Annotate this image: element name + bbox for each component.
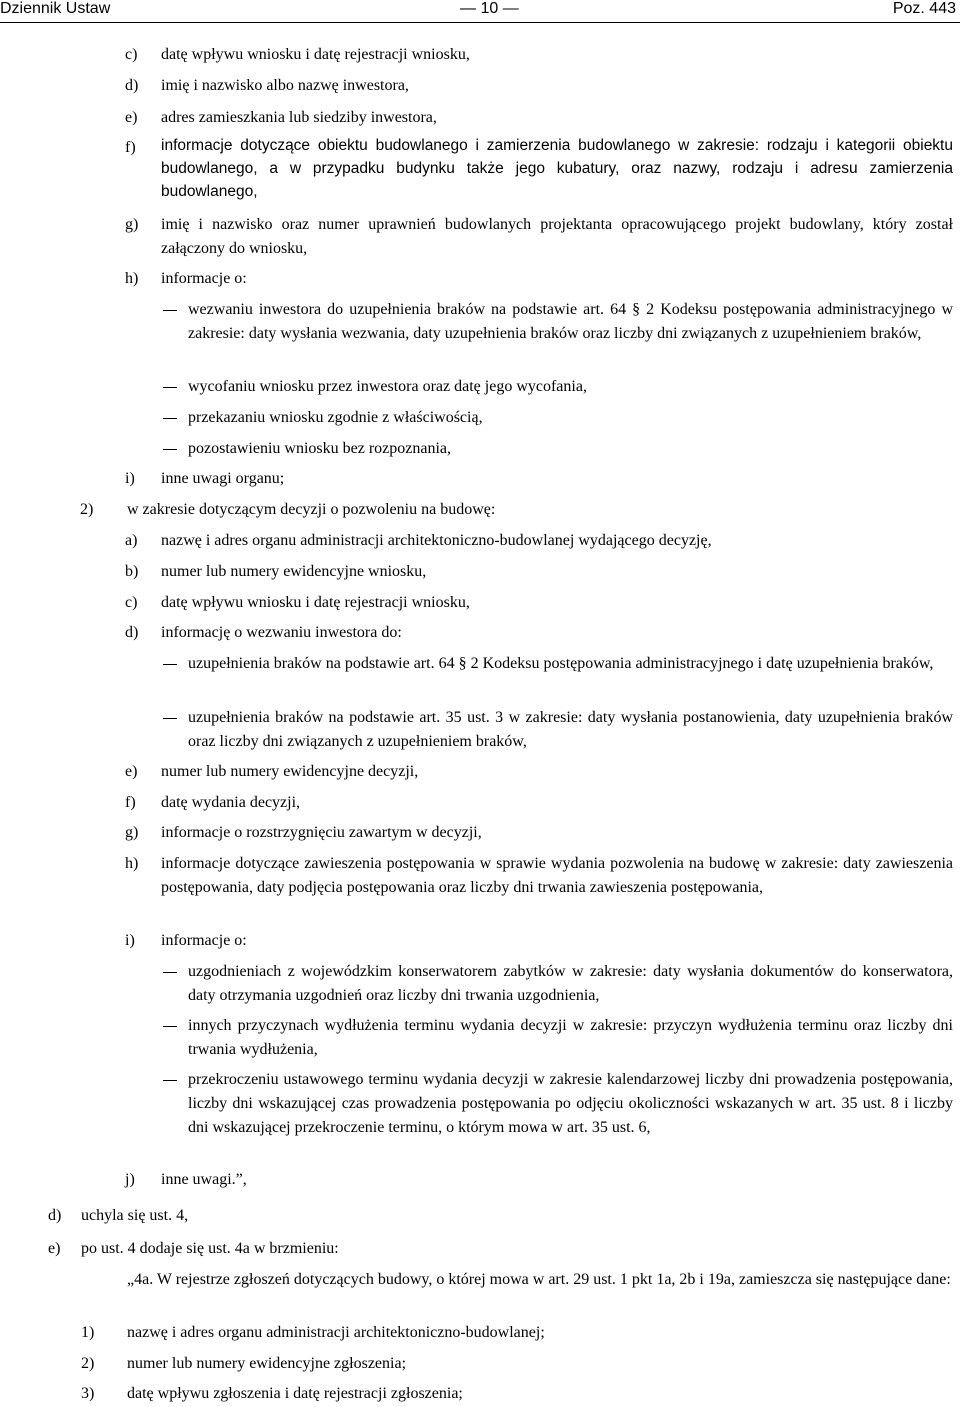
item-label: j) <box>125 1171 135 1188</box>
item-label: e) <box>125 109 138 126</box>
dash-bullet <box>163 449 177 450</box>
item-label: g) <box>125 216 139 233</box>
dash-item-text: wezwaniu inwestora do uzupełnienia braków na podstawie art. 64 § 2 Kodeksu postępowania administracyjnego w zakresie: daty wysłania wezwania, daty uzupełnienia braków oraz liczby dni związanych z uzupełnieniem braków, <box>188 301 953 342</box>
item-label: b) <box>125 563 139 580</box>
item-label: d) <box>125 624 139 641</box>
item-label: c) <box>125 46 138 63</box>
item-label: i) <box>125 932 135 949</box>
item-text: inne uwagi.”, <box>161 1171 247 1188</box>
dash-bullet <box>163 1080 177 1081</box>
dash-bullet <box>163 418 177 419</box>
item-text: informacje dotyczące obiektu budowlanego i zamierzenia budowlanego w zakresie: rodzaju i kategorii obiektu budowlanego, a w przypadku budynku także jego kubatury, oraz nazwy, rodzaju i adresu zamierzenia budowlanego, <box>161 137 953 200</box>
item-text: datę wpływu wniosku i datę rejestracji wniosku, <box>161 594 470 611</box>
dash-item-text: przekroczeniu ustawowego terminu wydania decyzji w zakresie kalendarzowej liczby dni prowadzenia postępowania, liczby dni wskazującej czas prowadzenia postępowania po odjęciu okoliczności wskazanych w art. 35 ust. 8 i liczby dni wskazującej przekroczenie terminu, o którym mowa w art. 35 ust. 6, <box>188 1071 953 1136</box>
dash-bullet <box>163 664 177 665</box>
dash-item-text: uzupełnienia braków na podstawie art. 64 § 2 Kodeksu postępowania administracyjnego i datę uzupełnienia braków, <box>188 655 934 672</box>
item-label: h) <box>125 270 139 287</box>
item-label: e) <box>125 763 138 780</box>
dash-bullet <box>163 310 177 311</box>
dash-item-text: przekazaniu wniosku zgodnie z właściwością, <box>188 409 483 426</box>
item-label: d) <box>125 77 139 94</box>
item-text: informacje o: <box>161 932 247 949</box>
point-label: 2) <box>80 501 94 518</box>
item-label: g) <box>125 824 139 841</box>
item-label: f) <box>125 139 136 156</box>
position-number: Poz. 443 <box>892 0 956 17</box>
dash-item-text: uzgodnieniach z wojewódzkim konserwatorem zabytków w zakresie: daty wysłania dokumentów do konserwatora, daty otrzymania uzgodnień oraz liczby dni trwania uzgodnienia, <box>188 963 953 1004</box>
dash-item-text: wycofaniu wniosku przez inwestora oraz datę jego wycofania, <box>188 378 587 395</box>
dash-bullet <box>163 1026 177 1027</box>
item-text: nazwę i adres organu administracji architektoniczno-budowlanej wydającego decyzję, <box>161 532 712 549</box>
item-text: numer lub numery ewidencyjne zgłoszenia; <box>127 1355 407 1372</box>
item-label: e) <box>48 1240 61 1257</box>
journal-title: Dziennik Ustaw <box>0 0 111 17</box>
item-text: informacje o: <box>161 270 247 287</box>
item-label: c) <box>125 594 138 611</box>
item-label: 2) <box>81 1355 95 1372</box>
item-label: 1) <box>81 1324 95 1341</box>
item-label: 3) <box>81 1385 95 1402</box>
item-label: d) <box>48 1207 62 1224</box>
item-text: datę wpływu zgłoszenia i datę rejestracji zgłoszenia; <box>127 1385 463 1402</box>
item-text: imię i nazwisko albo nazwę inwestora, <box>161 77 409 94</box>
dash-bullet <box>163 387 177 388</box>
item-text: numer lub numery ewidencyjne wniosku, <box>161 563 427 580</box>
item-text: informację o wezwaniu inwestora do: <box>161 624 402 641</box>
page-header <box>0 0 960 23</box>
item-label: f) <box>125 794 136 811</box>
item-label: a) <box>125 532 138 549</box>
point-text: w zakresie dotyczącym decyzji o pozwoleniu na budowę: <box>127 501 496 518</box>
item-text: uchyla się ust. 4, <box>81 1207 189 1224</box>
dash-item-text: uzupełnienia braków na podstawie art. 35 ust. 3 w zakresie: daty wysłania postanowienia, daty uzupełnienia braków oraz liczby dni związanych z uzupełnieniem braków, <box>188 709 953 750</box>
item-text: adres zamieszkania lub siedziby inwestora, <box>161 109 437 126</box>
item-text: numer lub numery ewidencyjne decyzji, <box>161 763 419 780</box>
dash-bullet <box>163 972 177 973</box>
item-label: i) <box>125 470 135 487</box>
dash-item-text: pozostawieniu wniosku bez rozpoznania, <box>188 440 452 457</box>
item-text: imię i nazwisko oraz numer uprawnień budowlanych projektanta opracowującego projekt budowlany, który został załączony do wniosku, <box>161 216 953 257</box>
page-number: — 10 — <box>460 0 519 17</box>
item-text: informacje o rozstrzygnięciu zawartym w decyzji, <box>161 824 482 841</box>
item-text: informacje dotyczące zawieszenia postępowania w sprawie wydania pozwolenia na budowę w zakresie: daty zawieszenia postępowania, daty podjęcia postępowania oraz liczby dni trwania zawieszenia postępowania, <box>161 855 953 896</box>
quoted-paragraph: „4a. W rejestrze zgłoszeń dotyczących budowy, o której mowa w art. 29 ust. 1 pkt 1a, 2b i 19a, zamieszcza się następujące dane: <box>127 1271 951 1288</box>
item-text: nazwę i adres organu administracji architektoniczno-budowlanej; <box>127 1324 545 1341</box>
item-text: datę wydania decyzji, <box>161 794 301 811</box>
item-text: inne uwagi organu; <box>161 470 285 487</box>
item-text: datę wpływu wniosku i datę rejestracji wniosku, <box>161 46 470 63</box>
item-label: h) <box>125 855 139 872</box>
dash-bullet <box>163 718 177 719</box>
dash-item-text: innych przyczynach wydłużenia terminu wydania decyzji w zakresie: przyczyn wydłużenia terminu oraz liczby dni trwania wydłużenia, <box>188 1017 953 1058</box>
item-text: po ust. 4 dodaje się ust. 4a w brzmieniu: <box>81 1240 339 1257</box>
